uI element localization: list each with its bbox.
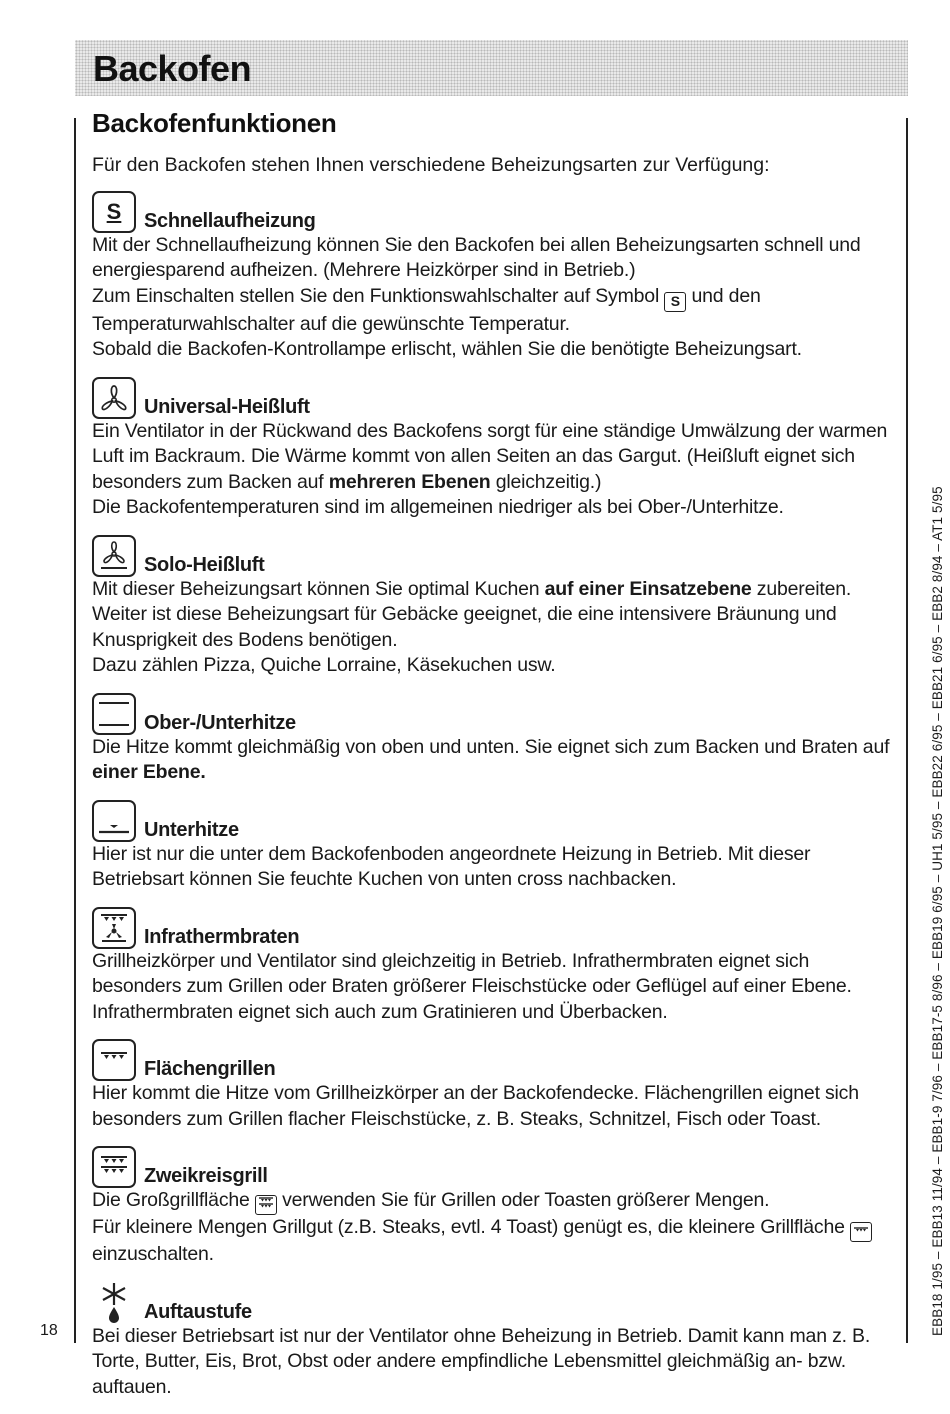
function-text: Sobald die Backofen-Kontrollampe erlischt, wählen Sie die benötigte Beheizungsart. bbox=[92, 338, 802, 360]
large-grill-inline-icon bbox=[255, 1195, 277, 1215]
function-dual-circuit-grill bbox=[92, 1146, 897, 1268]
function-text-part: Die Großgrillfläche bbox=[92, 1189, 250, 1211]
function-title: Solo-Heißluft bbox=[144, 553, 265, 576]
function-text bbox=[92, 735, 897, 786]
function-top-bottom-heat bbox=[92, 693, 897, 786]
section-title: Backofenfunktionen bbox=[92, 108, 337, 138]
fan-icon bbox=[92, 377, 136, 419]
infrared-roasting-icon bbox=[92, 907, 136, 949]
document-version-codes: EBB18 1/95 – EBB13 11/94 – EBB1-9 7/96 – EBB17-5 8/96 – EBB19 6/95 – UH1 5/95 – EBB22 6/95 – EBB21 6/95 – EBB2 8/94 – AT1 5/95 bbox=[930, 486, 945, 1336]
header-bar bbox=[75, 40, 908, 96]
function-text: Die Backofentemperaturen sind im allgemeinen niedriger als bei Ober-/Unterhitze. bbox=[92, 496, 784, 518]
function-text bbox=[92, 284, 897, 338]
intro-text: Für den Backofen stehen Ihnen verschiedene Beheizungsarten zur Verfügung: bbox=[92, 154, 770, 176]
function-title: Universal-Heißluft bbox=[144, 395, 310, 418]
function-universal-hot-air bbox=[92, 377, 897, 521]
function-quick-heat bbox=[92, 191, 897, 363]
dual-circuit-grill-icon bbox=[92, 1146, 136, 1188]
function-text bbox=[92, 1215, 897, 1268]
quick-heat-inline-icon: S bbox=[664, 292, 686, 312]
function-text: Mit der Schnellaufheizung können Sie den Backofen bei allen Beheizungsarten schnell und energiesparend aufheizen. (Mehrere Heizkörper sind in Betrieb.) bbox=[92, 233, 861, 281]
function-title: Infrathermbraten bbox=[144, 925, 300, 948]
function-title: Schnellaufheizung bbox=[144, 209, 316, 232]
function-text bbox=[92, 419, 897, 496]
function-solo-hot-air bbox=[92, 535, 897, 679]
function-text-part: Zum Einschalten stellen Sie den Funktionswahlschalter auf Symbol bbox=[92, 284, 660, 307]
function-text: Bei dieser Betriebsart ist nur der Ventilator ohne Beheizung in Betrieb. Damit kann man z. B. Torte, Butter, Eis, Brot, Obst oder andere empfindliche Lebensmittel gleichmäßig an- bzw. auftauen. bbox=[92, 1324, 871, 1398]
function-title: Zweikreisgrill bbox=[144, 1165, 268, 1187]
quick-heat-s-icon bbox=[92, 191, 136, 233]
function-text-part: gleichzeitig.) bbox=[495, 470, 602, 493]
function-defrost bbox=[92, 1282, 897, 1401]
function-title: Unterhitze bbox=[144, 818, 239, 841]
page-title: Backofen bbox=[93, 48, 252, 89]
function-text-emphasis: einer Ebene. bbox=[92, 761, 206, 783]
function-text-part: verwenden Sie für Grillen oder Toasten größerer Mengen. bbox=[282, 1189, 770, 1211]
function-title: Flächengrillen bbox=[144, 1058, 276, 1080]
function-title: Auftaustufe bbox=[144, 1300, 252, 1323]
function-text-part: Ein Ventilator in der Rückwand des Backofens sorgt für eine ständige Umwälzung der warmen Luft im Backraum. Die Wärme kommt von allen Seiten an das Gargut. (Heißluft eignet sich besonders zum Backen auf bbox=[92, 419, 888, 493]
fan-bottom-heat-icon bbox=[92, 535, 136, 577]
function-text-part: Mit dieser Beheizungsart können Sie optimal Kuchen bbox=[92, 577, 540, 600]
function-text: Grillheizkörper und Ventilator sind gleichzeitig in Betrieb. Infrathermbraten eignet sich besonders zum Grillen oder Braten größerer Fleischstücke oder Geflügel auf einer Ebene. Infrathermbraten eignet sich auch zum Gratinieren und Überbacken. bbox=[92, 949, 852, 1023]
function-text bbox=[92, 577, 897, 654]
function-bottom-heat bbox=[92, 800, 897, 893]
function-text-emphasis: auf einer Einsatzebene bbox=[544, 577, 752, 600]
function-text-part: Für kleinere Mengen Grillgut (z.B. Steaks, evtl. 4 Toast) genügt es, die kleinere Grillfläche bbox=[92, 1216, 845, 1238]
function-text bbox=[92, 1188, 897, 1215]
function-title: Ober-/Unterhitze bbox=[144, 711, 296, 734]
function-text: Dazu zählen Pizza, Quiche Lorraine, Käsekuchen usw. bbox=[92, 654, 556, 676]
small-grill-inline-icon bbox=[850, 1222, 872, 1242]
bottom-heat-icon bbox=[92, 800, 136, 842]
defrost-icon bbox=[92, 1282, 136, 1324]
surface-grill-icon bbox=[92, 1039, 136, 1081]
function-text-part: einzuschalten. bbox=[92, 1243, 214, 1265]
page-number: 18 bbox=[40, 1322, 58, 1339]
right-margin-rule bbox=[906, 118, 908, 1343]
function-text-emphasis: mehreren Ebenen bbox=[328, 470, 491, 493]
function-text-part: Die Hitze kommt gleichmäßig von oben und unten. Sie eignet sich zum Backen und Braten auf bbox=[92, 735, 890, 758]
quick-heat-symbol-letter: S bbox=[106, 198, 122, 224]
function-infrared-roasting bbox=[92, 907, 897, 1026]
function-text-part: zubereiten. Weiter ist diese Beheizungsart für Gebäcke geeignet, die eine intensivere Bräunung und Knusprigkeit des Bodens benötigen. bbox=[92, 577, 852, 651]
function-text-part: und den Temperaturwahlschalter auf die gewünschte Temperatur. bbox=[92, 284, 761, 335]
left-margin-rule bbox=[74, 118, 76, 1343]
function-text: Hier ist nur die unter dem Backofenboden angeordnete Heizung in Betrieb. Mit dieser Betriebsart können Sie feuchte Kuchen von unten cross nachbacken. bbox=[92, 842, 811, 890]
function-surface-grill bbox=[92, 1039, 897, 1132]
function-text: Hier kommt die Hitze vom Grillheizkörper an der Backofendecke. Flächengrillen eignet sich besonders zum Grillen flacher Fleischstücke, z. B. Steaks, Schnitzel, Fisch oder Toast. bbox=[92, 1082, 859, 1130]
top-bottom-heat-icon bbox=[92, 693, 136, 735]
main-content bbox=[92, 108, 897, 1414]
